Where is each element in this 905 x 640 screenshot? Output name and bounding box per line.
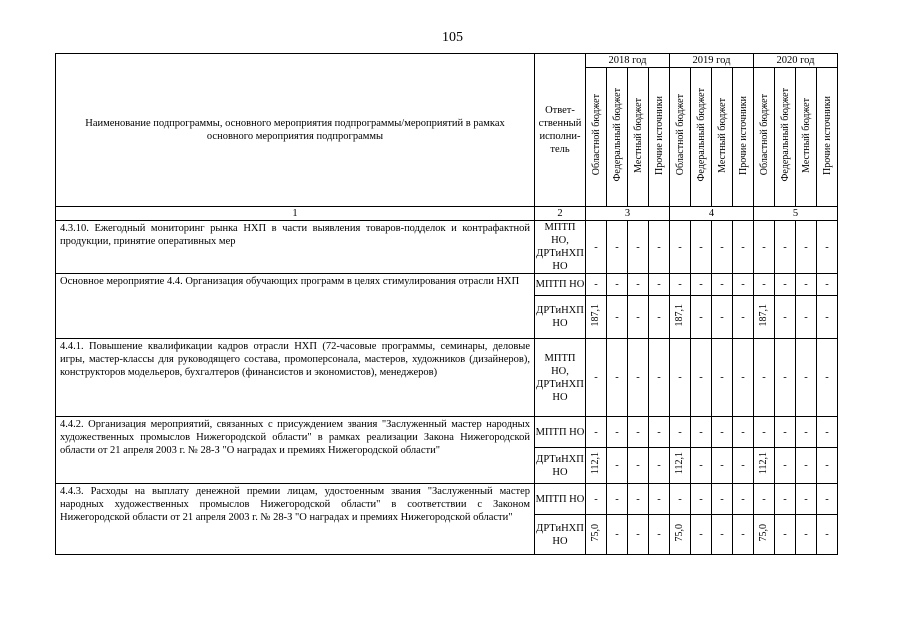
budget-value-cell xyxy=(817,339,838,417)
budget-value: 187,1 xyxy=(590,303,601,327)
header-source-cell xyxy=(775,68,796,207)
budget-value: - xyxy=(783,529,787,540)
budget-value: - xyxy=(762,279,766,290)
budget-value-cell xyxy=(607,515,628,555)
budget-value: - xyxy=(720,241,724,253)
budget-value-cell xyxy=(670,296,691,339)
budget-value-cell xyxy=(586,339,607,417)
budget-value-cell xyxy=(733,274,754,296)
budget-value: - xyxy=(636,529,640,540)
budget-value: - xyxy=(783,279,787,290)
budget-value-cell xyxy=(712,448,733,484)
activity-name: 4.4.2. Организация мероприятий, связанных с присуждением звания "Заслуженный мастер народных художественных промыслов Нижегородской области" в рамках реализации Закона Нижегородской области от 21 апреля 2003 г. № 28-З "О наградах и премиях Нижегородской области" xyxy=(56,417,535,484)
budget-value: 187,1 xyxy=(674,303,685,327)
budget-value-cell xyxy=(775,448,796,484)
budget-value: - xyxy=(657,279,661,290)
budget-value-cell xyxy=(712,296,733,339)
budget-value: 75,0 xyxy=(758,523,769,542)
index-4: 4 xyxy=(670,207,754,221)
responsible-executor: МПТП НО, ДРТиНХП НО xyxy=(535,339,586,417)
responsible-executor: ДРТиНХП НО xyxy=(535,515,586,555)
budget-value-cell xyxy=(796,515,817,555)
responsible-executor: МПТП НО, ДРТиНХП НО xyxy=(536,222,584,272)
budget-value-cell xyxy=(649,484,670,515)
header-source-cell xyxy=(712,68,733,207)
header-name-column: Наименование подпрограммы, основного мероприятия подпрограммы/мероприятий в рамках основного мероприятия подпрограммы xyxy=(56,54,535,207)
budget-value-cell xyxy=(607,339,628,417)
budget-value: - xyxy=(741,311,745,323)
budget-value: - xyxy=(699,311,703,323)
budget-value: - xyxy=(720,493,724,505)
page-number: 105 xyxy=(442,30,463,45)
budget-value: - xyxy=(678,241,682,253)
budget-value-cell xyxy=(775,274,796,296)
budget-value-cell xyxy=(607,417,628,448)
budget-value-cell xyxy=(670,484,691,515)
budget-value-cell xyxy=(775,417,796,448)
budget-value: - xyxy=(699,279,703,290)
header-source-label: Прочие источники xyxy=(737,95,749,175)
budget-value: - xyxy=(615,529,619,540)
budget-value: - xyxy=(804,372,808,383)
budget-value: - xyxy=(762,426,766,438)
responsible-executor: МПТП НО xyxy=(535,274,586,296)
budget-value: 75,0 xyxy=(674,523,685,542)
budget-value-cell xyxy=(712,417,733,448)
header-responsible-column: Ответ-ственный исполни-тель xyxy=(535,54,586,207)
budget-value: - xyxy=(657,311,661,323)
budget-value: - xyxy=(678,426,682,438)
header-source-cell xyxy=(649,68,670,207)
budget-value-cell xyxy=(586,274,607,296)
budget-value-cell xyxy=(733,484,754,515)
budget-value-cell xyxy=(796,339,817,417)
budget-value: - xyxy=(657,241,661,253)
budget-value: - xyxy=(636,372,640,383)
budget-value-cell xyxy=(691,296,712,339)
budget-value: - xyxy=(636,241,640,253)
budget-value: - xyxy=(762,241,766,253)
budget-value: - xyxy=(720,311,724,323)
budget-value: 112,1 xyxy=(758,452,769,475)
budget-value-cell xyxy=(712,339,733,417)
budget-value: - xyxy=(741,529,745,540)
responsible-executor: ДРТиНХП НО xyxy=(535,296,586,339)
budget-value-cell xyxy=(754,221,775,274)
budget-value: - xyxy=(825,241,829,253)
budget-value-cell xyxy=(733,448,754,484)
header-source-label: Федеральный бюджет xyxy=(695,88,707,182)
table-row xyxy=(56,484,838,515)
budget-value-cell xyxy=(649,339,670,417)
budget-value: - xyxy=(678,372,682,383)
budget-value: - xyxy=(825,311,829,323)
budget-value: - xyxy=(741,241,745,253)
budget-value: - xyxy=(804,426,808,438)
header-source-label: Областной бюджет xyxy=(674,94,686,176)
header-year-2020: 2020 год xyxy=(754,54,838,68)
budget-value: - xyxy=(825,493,829,505)
index-2: 2 xyxy=(535,207,586,221)
budget-value: - xyxy=(594,426,598,438)
budget-value: - xyxy=(699,241,703,253)
budget-value: - xyxy=(741,426,745,438)
budget-value: - xyxy=(594,372,598,383)
index-5: 5 xyxy=(754,207,838,221)
budget-value: - xyxy=(594,493,598,505)
budget-value: - xyxy=(678,493,682,505)
budget-value: - xyxy=(783,241,787,253)
budget-value: - xyxy=(699,426,703,438)
budget-value-cell xyxy=(628,417,649,448)
responsible-executor: МПТП НО xyxy=(535,484,586,515)
budget-value-cell xyxy=(670,515,691,555)
budget-value: - xyxy=(720,279,724,290)
budget-value-cell xyxy=(817,484,838,515)
header-year-2019: 2019 год xyxy=(670,54,754,68)
budget-value: - xyxy=(657,460,661,471)
activity-name: 4.4.1. Повышение квалификации кадров отрасли НХП (72-часовые программы, семинары, деловые игры, мастер-классы для руководящего состава, промоперсонала, мастеров, художников (дизайнеров), конструкторов модельеров, бухгалтеров (финансистов и экономистов), менеджеров) xyxy=(56,339,535,417)
budget-value: - xyxy=(825,426,829,438)
budget-value-cell xyxy=(628,339,649,417)
budget-value: - xyxy=(762,372,766,383)
budget-value-cell xyxy=(670,221,691,274)
header-source-cell xyxy=(670,68,691,207)
budget-value: - xyxy=(825,529,829,540)
budget-value: - xyxy=(741,460,745,471)
table-row xyxy=(56,339,838,417)
budget-value: - xyxy=(741,372,745,383)
budget-value: - xyxy=(804,529,808,540)
budget-value: - xyxy=(762,493,766,505)
budget-value-cell xyxy=(586,221,607,274)
budget-value: - xyxy=(783,493,787,505)
activity-name: Основное мероприятие 4.4. Организация обучающих программ в целях стимулирования отрасли НХП xyxy=(56,274,535,339)
budget-value: - xyxy=(783,426,787,438)
budget-value: - xyxy=(825,460,829,471)
budget-value-cell xyxy=(628,515,649,555)
budget-value-cell xyxy=(817,296,838,339)
budget-value-cell xyxy=(796,417,817,448)
budget-value: - xyxy=(804,241,808,253)
budget-value: - xyxy=(741,493,745,505)
budget-value-cell xyxy=(628,484,649,515)
budget-value: - xyxy=(783,460,787,471)
budget-value-cell xyxy=(691,221,712,274)
header-source-cell xyxy=(796,68,817,207)
budget-value: - xyxy=(615,279,619,290)
activity-name: 4.3.10. Ежегодный мониторинг рынка НХП в части выявления товаров-подделок и контрафактной продукции, принятие оперативных мер xyxy=(56,221,535,274)
budget-value-cell xyxy=(586,448,607,484)
budget-value-cell xyxy=(649,417,670,448)
budget-value-cell xyxy=(670,417,691,448)
budget-value: - xyxy=(825,372,829,383)
budget-value-cell xyxy=(754,484,775,515)
budget-value-cell xyxy=(754,296,775,339)
budget-value: - xyxy=(699,529,703,540)
budget-value: - xyxy=(825,279,829,290)
budget-value: - xyxy=(615,311,619,323)
budget-value-cell xyxy=(754,339,775,417)
budget-value: - xyxy=(657,426,661,438)
budget-value-cell xyxy=(649,296,670,339)
budget-value-cell xyxy=(796,221,817,274)
header-source-label: Местный бюджет xyxy=(716,97,728,173)
budget-value: - xyxy=(594,279,598,290)
budget-value: - xyxy=(804,460,808,471)
budget-value-cell xyxy=(586,484,607,515)
budget-value-cell xyxy=(796,484,817,515)
budget-value-cell xyxy=(670,448,691,484)
budget-value: - xyxy=(804,311,808,323)
budget-value: 187,1 xyxy=(758,303,769,327)
header-source-cell xyxy=(628,68,649,207)
budget-value: - xyxy=(720,529,724,540)
header-source-label: Областной бюджет xyxy=(590,94,602,176)
budget-value: 112,1 xyxy=(590,452,601,475)
header-source-cell xyxy=(754,68,775,207)
budget-value-cell xyxy=(775,339,796,417)
budget-value: - xyxy=(699,372,703,383)
budget-table xyxy=(55,53,838,555)
table-row xyxy=(56,221,838,274)
header-source-label: Местный бюджет xyxy=(800,97,812,173)
budget-value-cell xyxy=(796,448,817,484)
budget-value-cell xyxy=(691,417,712,448)
budget-value: - xyxy=(657,529,661,540)
header-source-label: Федеральный бюджет xyxy=(611,88,623,182)
budget-value-cell xyxy=(775,484,796,515)
budget-value-cell xyxy=(712,274,733,296)
budget-value-cell xyxy=(628,221,649,274)
budget-value: - xyxy=(720,460,724,471)
header-source-label: Местный бюджет xyxy=(632,97,644,173)
budget-value: - xyxy=(720,372,724,383)
budget-value: - xyxy=(615,372,619,383)
budget-value-cell xyxy=(607,296,628,339)
budget-value-cell xyxy=(607,448,628,484)
budget-value-cell xyxy=(691,274,712,296)
budget-value-cell xyxy=(628,296,649,339)
budget-value-cell xyxy=(775,515,796,555)
budget-value: - xyxy=(615,241,619,253)
budget-value-cell xyxy=(691,484,712,515)
budget-value-cell xyxy=(649,221,670,274)
budget-value: - xyxy=(657,372,661,383)
budget-value-cell xyxy=(607,274,628,296)
budget-value-cell xyxy=(775,296,796,339)
responsible-executor: ДРТиНХП НО xyxy=(535,448,586,484)
budget-value-cell xyxy=(712,515,733,555)
budget-value-cell xyxy=(670,274,691,296)
budget-value-cell xyxy=(586,296,607,339)
budget-value-cell xyxy=(628,274,649,296)
header-source-label: Прочие источники xyxy=(653,95,665,175)
budget-value-cell xyxy=(817,448,838,484)
budget-value-cell xyxy=(712,484,733,515)
budget-value-cell xyxy=(796,274,817,296)
budget-value: - xyxy=(783,311,787,323)
activity-name: 4.4.3. Расходы на выплату денежной премии лицам, удостоенным звания "Заслуженный мастер народных художественных промыслов Нижегородской области" в соответствии с Законом Нижегородской области от 21 апреля 2003 г. № 28-З "О наградах и премиях Нижегородской области" xyxy=(56,484,535,555)
budget-value-cell xyxy=(817,515,838,555)
budget-value: - xyxy=(636,426,640,438)
budget-value-cell xyxy=(754,448,775,484)
budget-value: - xyxy=(636,493,640,505)
budget-value-cell xyxy=(754,417,775,448)
header-source-label: Прочие источники xyxy=(821,95,833,175)
budget-value: - xyxy=(615,426,619,438)
budget-value-cell xyxy=(649,274,670,296)
budget-value-cell xyxy=(733,515,754,555)
budget-value-cell xyxy=(796,296,817,339)
header-source-label: Федеральный бюджет xyxy=(779,88,791,182)
table-row xyxy=(56,417,838,448)
budget-value-cell xyxy=(733,417,754,448)
budget-value: - xyxy=(678,279,682,290)
budget-value: - xyxy=(804,493,808,505)
budget-value: - xyxy=(657,493,661,505)
index-3: 3 xyxy=(586,207,670,221)
budget-value-cell xyxy=(607,484,628,515)
budget-value: - xyxy=(741,279,745,290)
budget-value-cell xyxy=(754,515,775,555)
budget-value: - xyxy=(783,372,787,383)
budget-value-cell xyxy=(733,339,754,417)
header-source-cell xyxy=(817,68,838,207)
budget-value: - xyxy=(636,279,640,290)
budget-value-cell xyxy=(586,417,607,448)
budget-value-cell xyxy=(607,221,628,274)
budget-value: - xyxy=(636,460,640,471)
header-source-cell xyxy=(691,68,712,207)
budget-value-cell xyxy=(649,448,670,484)
header-year-2018: 2018 год xyxy=(586,54,670,68)
budget-value: 75,0 xyxy=(590,523,601,542)
budget-value-cell xyxy=(691,448,712,484)
budget-value-cell xyxy=(817,417,838,448)
budget-value: - xyxy=(636,311,640,323)
budget-value-cell xyxy=(691,339,712,417)
budget-value-cell xyxy=(670,339,691,417)
budget-value: 112,1 xyxy=(674,452,685,475)
header-source-cell xyxy=(607,68,628,207)
budget-value-cell xyxy=(628,448,649,484)
budget-value: - xyxy=(720,426,724,438)
budget-value-cell xyxy=(817,221,838,274)
header-source-cell xyxy=(733,68,754,207)
budget-value-cell xyxy=(712,221,733,274)
table-row xyxy=(56,274,838,296)
budget-value-cell xyxy=(691,515,712,555)
responsible-executor: МПТП НО xyxy=(535,417,586,448)
budget-value: - xyxy=(594,241,598,253)
budget-value-cell xyxy=(817,274,838,296)
budget-value: - xyxy=(615,460,619,471)
header-source-cell xyxy=(586,68,607,207)
budget-value-cell xyxy=(733,221,754,274)
budget-value-cell xyxy=(754,274,775,296)
budget-value-cell xyxy=(733,296,754,339)
budget-value-cell xyxy=(775,221,796,274)
budget-value: - xyxy=(804,279,808,290)
header-source-label: Областной бюджет xyxy=(758,94,770,176)
budget-value: - xyxy=(699,460,703,471)
budget-value: - xyxy=(699,493,703,505)
budget-value-cell xyxy=(649,515,670,555)
budget-value: - xyxy=(615,493,619,505)
index-1: 1 xyxy=(56,207,535,221)
budget-value-cell xyxy=(586,515,607,555)
